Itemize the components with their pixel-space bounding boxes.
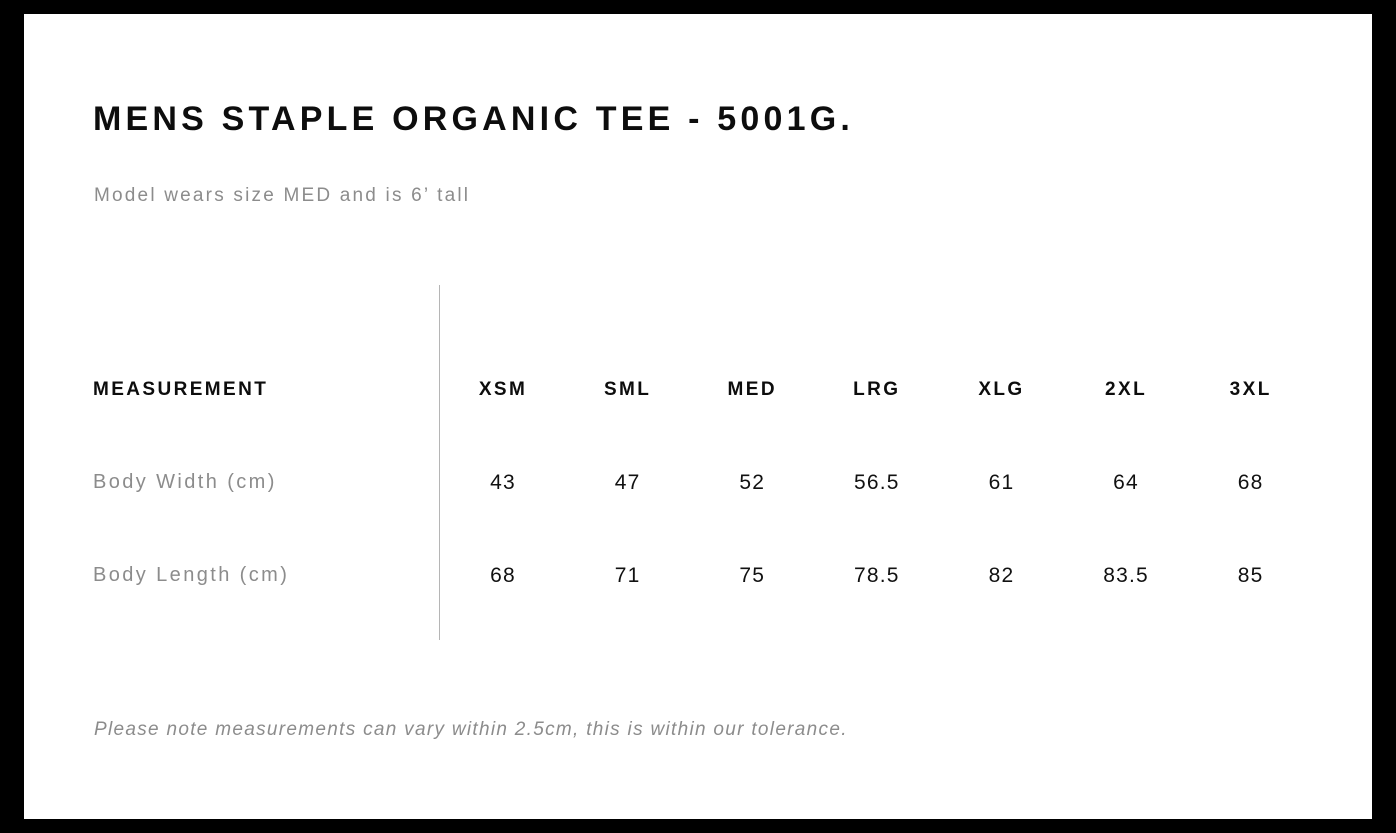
- table-cell: 52: [739, 470, 766, 494]
- table-cell: 68: [490, 563, 516, 587]
- column-header-size: 3XL: [1229, 379, 1272, 400]
- table-cell: 61: [988, 470, 1015, 494]
- column-header-size: XSM: [478, 379, 528, 400]
- table-row: [93, 529, 1313, 622]
- row-label: Body Length (cm): [93, 564, 290, 586]
- table-cell: 78.5: [853, 563, 900, 587]
- table-cell: 56.5: [853, 470, 900, 494]
- size-table: [93, 344, 1313, 622]
- table-cell: 75: [739, 563, 766, 587]
- table-cell: 71: [614, 563, 641, 587]
- table-row: [93, 436, 1313, 529]
- size-table-region: [24, 14, 1372, 819]
- row-label: Body Width (cm): [93, 471, 277, 493]
- table-cell: 68: [1237, 470, 1264, 494]
- model-info-text: Model wears size MED and is 6’ tall: [94, 185, 471, 206]
- table-cell: 85: [1237, 563, 1264, 587]
- column-header-size: LRG: [853, 379, 901, 400]
- table-cell: 83.5: [1103, 563, 1149, 587]
- column-header-size: SML: [603, 379, 652, 400]
- table-cell: 43: [490, 470, 516, 494]
- size-chart-page: [24, 14, 1372, 819]
- column-header-size: 2XL: [1105, 379, 1148, 400]
- size-chart-content: [24, 14, 1372, 819]
- table-cell: 64: [1113, 470, 1139, 494]
- tolerance-note: Please note measurements can vary within 2.5cm, this is within our tolerance.: [94, 719, 848, 740]
- table-header-row: [93, 344, 1313, 436]
- column-header-size: MED: [727, 379, 777, 400]
- column-header-measurement: MEASUREMENT: [93, 379, 269, 400]
- table-cell: 82: [988, 563, 1015, 587]
- column-header-size: XLG: [978, 379, 1025, 400]
- page-title: MENS STAPLE ORGANIC TEE - 5001G.: [93, 100, 854, 138]
- table-cell: 47: [614, 470, 641, 494]
